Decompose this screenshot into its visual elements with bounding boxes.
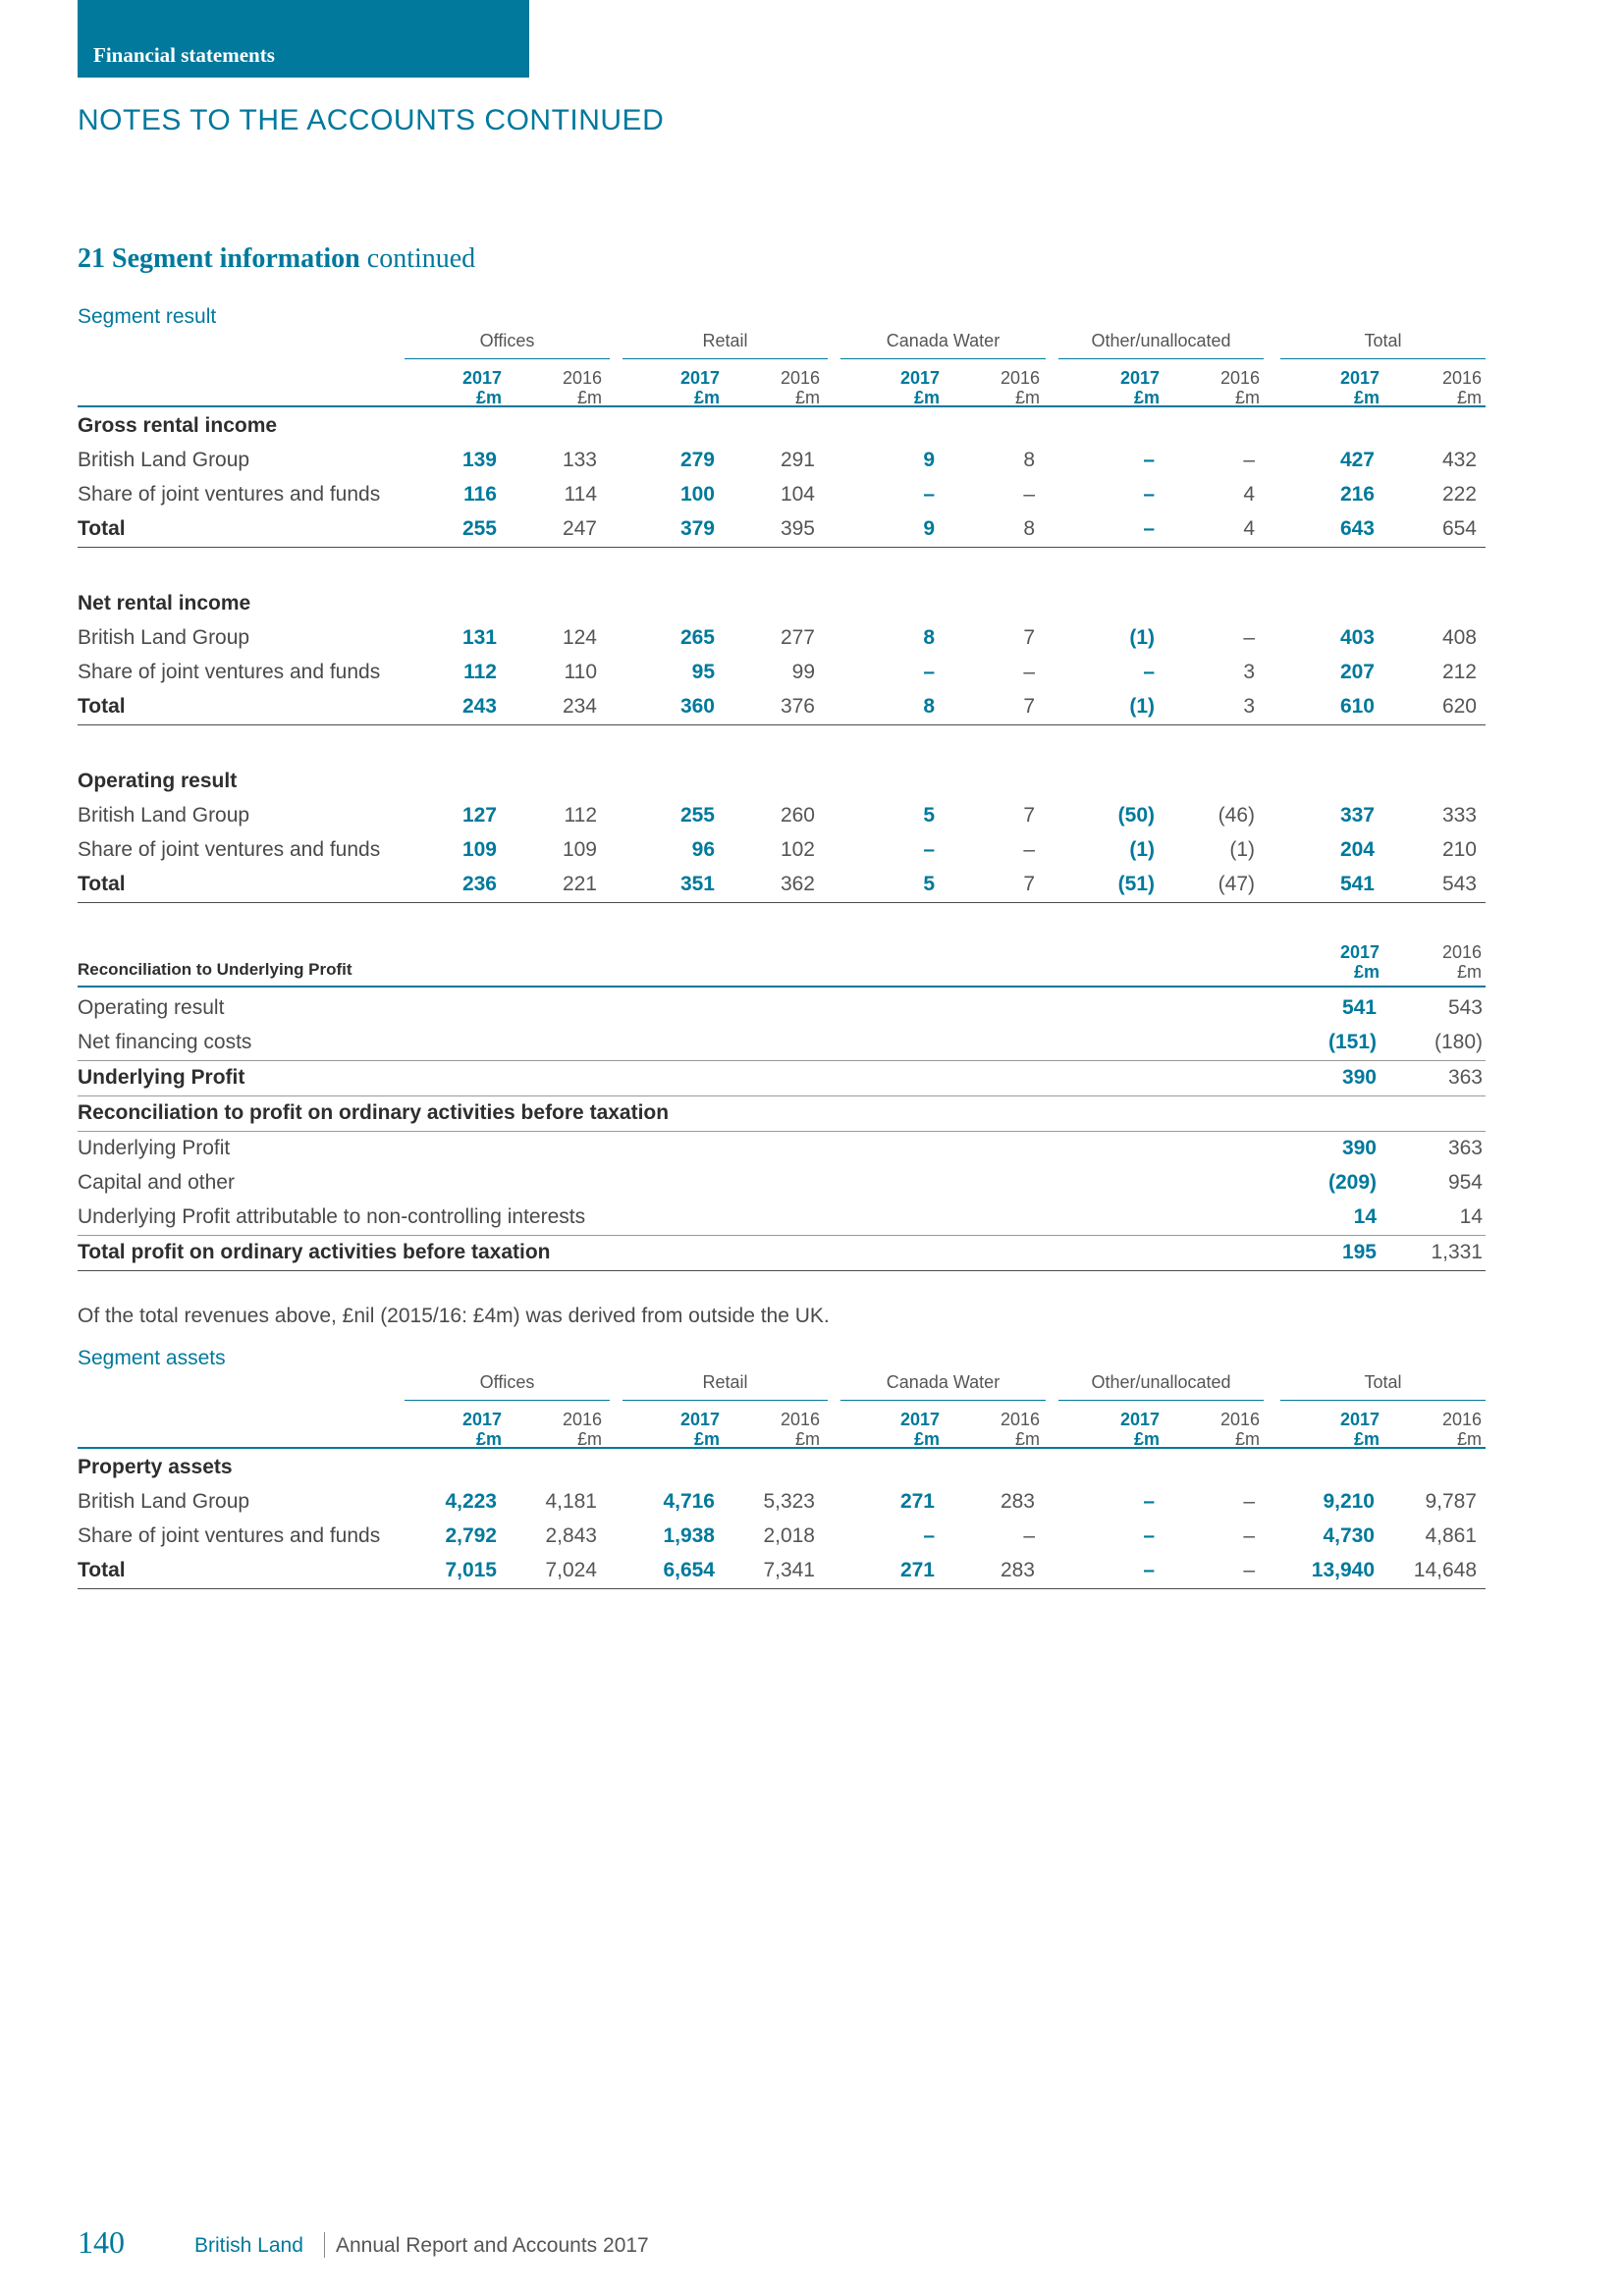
table-cell: 7,015: [445, 1559, 497, 1581]
table-cell: 195: [1341, 1241, 1377, 1263]
table-cell: 96: [691, 838, 715, 861]
table-cell: –: [923, 838, 935, 861]
year-label: 2016: [1000, 368, 1040, 388]
year-label: 2017: [679, 1410, 720, 1429]
table-cell: 360: [679, 695, 715, 718]
table-cell: 139: [461, 449, 497, 471]
unit-label: £m: [1353, 962, 1380, 982]
segment-assets-table: [78, 1372, 1486, 1589]
table-cell: 207: [1339, 661, 1375, 683]
table-cell: 427: [1339, 449, 1375, 471]
table-cell: 243: [461, 695, 497, 718]
table-cell: 9,210: [1323, 1490, 1375, 1513]
table-cell: 620: [1441, 695, 1477, 718]
table-row: [78, 1520, 1486, 1554]
table-cell: (51): [1117, 873, 1155, 895]
row-label: Net financing costs: [78, 1031, 252, 1053]
table-cell: 109: [562, 838, 597, 861]
column-group-1: Retail: [623, 331, 828, 359]
column-group-0: Offices: [405, 331, 610, 359]
section-heading: Operating result: [78, 770, 238, 792]
table-cell: 114: [564, 483, 597, 506]
table-cell: –: [1023, 838, 1035, 861]
year-prior-header: [741, 368, 820, 407]
table-cell: 116: [463, 483, 497, 506]
table-cell: –: [1023, 661, 1035, 683]
column-group-3: Other/unallocated: [1058, 1372, 1264, 1401]
table-cell: 954: [1447, 1171, 1483, 1194]
year-current-header: [1301, 942, 1380, 982]
reconciliation-row: [78, 1061, 1486, 1096]
year-current-header: [861, 1410, 940, 1449]
unit-label: £m: [1234, 1429, 1260, 1449]
table-cell: 351: [679, 873, 715, 895]
unit-label: £m: [1133, 1429, 1160, 1449]
table-cell: 4,181: [545, 1490, 597, 1513]
table-cell: 283: [1000, 1559, 1035, 1581]
table-cell: –: [1243, 626, 1255, 649]
table-cell: 234: [562, 695, 597, 718]
segment-result-title: Segment result: [78, 305, 217, 328]
table-cell: 2,018: [763, 1524, 815, 1547]
section-heading: Net rental income: [78, 592, 251, 614]
table-cell: (151): [1327, 1031, 1377, 1053]
table-cell: 124: [562, 626, 597, 649]
table-cell: 112: [463, 661, 497, 683]
table-cell: 4,861: [1425, 1524, 1477, 1547]
table-cell: 7: [1023, 626, 1035, 649]
table-cell: 9: [923, 517, 935, 540]
year-label: 2016: [1441, 368, 1482, 388]
year-label: 2017: [899, 368, 940, 388]
year-label: 2017: [1339, 368, 1380, 388]
total-row: [78, 512, 1486, 548]
unit-label: £m: [576, 388, 602, 407]
column-group-4: Total: [1280, 331, 1486, 359]
table-cell: –: [923, 483, 935, 506]
table-cell: 255: [461, 517, 497, 540]
table-cell: 395: [780, 517, 815, 540]
reconciliation-row: [78, 1026, 1486, 1061]
table-cell: 541: [1341, 996, 1377, 1019]
table-cell: –: [1143, 1490, 1155, 1513]
year-label: 2017: [679, 368, 720, 388]
table-cell: 102: [780, 838, 815, 861]
column-group-3: Other/unallocated: [1058, 331, 1264, 359]
year-current-header: [641, 368, 720, 407]
table-cell: 271: [899, 1559, 935, 1581]
table-cell: 2,843: [545, 1524, 597, 1547]
table-cell: 131: [461, 626, 497, 649]
row-label: Total: [78, 873, 126, 895]
year-label: 2016: [780, 368, 820, 388]
table-cell: 247: [562, 517, 597, 540]
footer-report-title: Annual Report and Accounts 2017: [336, 2234, 649, 2257]
table-cell: –: [1243, 449, 1255, 471]
note-number: 21: [78, 243, 105, 274]
table-cell: 408: [1441, 626, 1477, 649]
table-cell: –: [1243, 1490, 1255, 1513]
table-cell: (47): [1218, 873, 1255, 895]
section-heading: Gross rental income: [78, 414, 278, 437]
unit-label: £m: [693, 388, 720, 407]
table-row: [78, 833, 1486, 868]
table-cell: (209): [1327, 1171, 1377, 1194]
table-cell: 127: [461, 804, 497, 827]
footer-brand: British Land: [194, 2234, 303, 2257]
row-label: Total: [78, 695, 126, 718]
table-cell: 1,938: [663, 1524, 715, 1547]
table-cell: 100: [679, 483, 715, 506]
table-row: [78, 621, 1486, 656]
table-cell: –: [1143, 449, 1155, 471]
segment-result-table: [78, 331, 1486, 903]
year-header-row: [78, 360, 1486, 407]
reconciliation-row: [78, 1236, 1486, 1271]
year-prior-header: [961, 1410, 1040, 1449]
unit-label: £m: [794, 1429, 820, 1449]
table-cell: 376: [780, 695, 815, 718]
table-cell: –: [1243, 1559, 1255, 1581]
table-cell: 236: [461, 873, 497, 895]
table-cell: (1): [1229, 838, 1255, 861]
unit-label: £m: [1014, 388, 1040, 407]
table-cell: 363: [1447, 1066, 1483, 1089]
column-group-0: Offices: [405, 1372, 610, 1401]
table-cell: –: [1143, 1524, 1155, 1547]
reconciliation-row: [78, 1166, 1486, 1201]
year-label: 2017: [1339, 942, 1380, 962]
section-spacer: [78, 548, 1486, 587]
table-cell: 610: [1339, 695, 1375, 718]
unit-label: £m: [1456, 388, 1482, 407]
table-cell: 3: [1243, 661, 1255, 683]
year-current-header: [423, 1410, 502, 1449]
segment-assets-title: Segment assets: [78, 1347, 226, 1369]
row-label: Underlying Profit: [78, 1137, 231, 1159]
table-cell: 7,341: [763, 1559, 815, 1581]
unit-label: £m: [1456, 962, 1482, 982]
section-heading-row: [78, 1451, 1486, 1485]
table-row: [78, 799, 1486, 833]
table-cell: 4,716: [663, 1490, 715, 1513]
year-label: 2016: [1000, 1410, 1040, 1429]
table-cell: 283: [1000, 1490, 1035, 1513]
year-prior-header: [1181, 1410, 1260, 1449]
section-heading-row: [78, 409, 1486, 444]
row-label: Share of joint ventures and funds: [78, 838, 381, 861]
unit-label: £m: [1456, 1429, 1482, 1449]
column-group-2: Canada Water: [840, 331, 1046, 359]
column-group-1: Retail: [623, 1372, 828, 1401]
year-prior-header: [961, 368, 1040, 407]
unit-label: £m: [475, 388, 502, 407]
year-current-header: [423, 368, 502, 407]
table-cell: –: [1243, 1524, 1255, 1547]
table-cell: 14,648: [1413, 1559, 1477, 1581]
unit-label: £m: [1234, 388, 1260, 407]
table-row: [78, 478, 1486, 512]
table-cell: 5,323: [763, 1490, 815, 1513]
section-heading-row: [78, 765, 1486, 799]
table-cell: (50): [1117, 804, 1155, 827]
table-cell: 110: [564, 661, 597, 683]
table-cell: 3: [1243, 695, 1255, 718]
reconciliation-title: Reconciliation to Underlying Profit: [78, 960, 352, 979]
reconciliation-header-row: [78, 927, 1486, 988]
table-cell: 216: [1339, 483, 1375, 506]
table-cell: 643: [1339, 517, 1375, 540]
year-label: 2016: [1219, 368, 1260, 388]
year-prior-header: [1403, 1410, 1482, 1449]
year-prior-header: [741, 1410, 820, 1449]
year-label: 2017: [899, 1410, 940, 1429]
year-current-header: [1301, 368, 1380, 407]
year-current-header: [1081, 368, 1160, 407]
table-cell: 95: [691, 661, 715, 683]
row-label: Share of joint ventures and funds: [78, 661, 381, 683]
table-cell: 432: [1441, 449, 1477, 471]
unit-label: £m: [1353, 1429, 1380, 1449]
footer-divider: [324, 2232, 325, 2258]
year-label: 2017: [461, 368, 502, 388]
table-cell: 221: [562, 873, 597, 895]
table-cell: –: [1143, 661, 1155, 683]
reconciliation-row: [78, 1096, 1486, 1132]
reconciliation-row: [78, 991, 1486, 1026]
table-cell: 5: [923, 873, 935, 895]
table-cell: 8: [923, 626, 935, 649]
table-cell: 541: [1339, 873, 1375, 895]
row-label: Capital and other: [78, 1171, 235, 1194]
row-label: Underlying Profit: [78, 1066, 245, 1089]
year-prior-header: [523, 368, 602, 407]
table-cell: 210: [1441, 838, 1477, 861]
reconciliation-row: [78, 1201, 1486, 1236]
year-label: 2017: [461, 1410, 502, 1429]
section-tab: [78, 0, 529, 78]
table-cell: 7,024: [545, 1559, 597, 1581]
table-cell: –: [1143, 483, 1155, 506]
table-cell: –: [1143, 517, 1155, 540]
table-cell: 333: [1441, 804, 1477, 827]
table-cell: (1): [1129, 838, 1155, 861]
row-label: British Land Group: [78, 1490, 250, 1513]
year-label: 2016: [562, 368, 602, 388]
unit-label: £m: [576, 1429, 602, 1449]
page-number: 140: [78, 2224, 125, 2260]
table-cell: 9,787: [1425, 1490, 1477, 1513]
row-label: British Land Group: [78, 804, 250, 827]
year-current-header: [861, 368, 940, 407]
section-tab-label: Financial statements: [93, 43, 275, 67]
row-label: British Land Group: [78, 626, 250, 649]
table-cell: 13,940: [1311, 1559, 1375, 1581]
reconciliation-table: [78, 927, 1486, 1271]
table-cell: (1): [1129, 626, 1155, 649]
column-group-2: Canada Water: [840, 1372, 1046, 1401]
section-spacer: [78, 725, 1486, 765]
year-label: 2016: [562, 1410, 602, 1429]
unit-label: £m: [693, 1429, 720, 1449]
note-title-suffix: continued: [366, 243, 476, 274]
table-cell: 7: [1023, 873, 1035, 895]
row-label: Reconciliation to profit on ordinary activities before taxation: [78, 1101, 670, 1124]
table-cell: 1,331: [1431, 1241, 1483, 1263]
table-cell: 390: [1341, 1066, 1377, 1089]
unit-label: £m: [794, 388, 820, 407]
year-prior-header: [1403, 942, 1482, 982]
row-label: Total: [78, 517, 126, 540]
year-prior-header: [1403, 368, 1482, 407]
table-cell: 277: [780, 626, 815, 649]
row-label: British Land Group: [78, 449, 250, 471]
table-cell: 99: [791, 661, 815, 683]
table-cell: 4,730: [1323, 1524, 1375, 1547]
table-cell: 4,223: [445, 1490, 497, 1513]
table-cell: 363: [1447, 1137, 1483, 1159]
table-cell: 14: [1459, 1205, 1483, 1228]
table-row: [78, 1485, 1486, 1520]
table-cell: 8: [923, 695, 935, 718]
table-cell: 337: [1339, 804, 1375, 827]
table-cell: 5: [923, 804, 935, 827]
reconciliation-row: [78, 1132, 1486, 1166]
page-heading: NOTES TO THE ACCOUNTS CONTINUED: [78, 104, 665, 136]
table-cell: 4: [1243, 517, 1255, 540]
section-heading: Property assets: [78, 1456, 233, 1478]
column-group-4: Total: [1280, 1372, 1486, 1401]
unit-label: £m: [1133, 388, 1160, 407]
year-label: 2016: [1441, 942, 1482, 962]
table-cell: 379: [679, 517, 715, 540]
table-cell: 2,792: [445, 1524, 497, 1547]
table-cell: 204: [1339, 838, 1375, 861]
table-cell: 291: [780, 449, 815, 471]
table-cell: –: [1143, 1559, 1155, 1581]
unit-label: £m: [1353, 388, 1380, 407]
table-cell: (180): [1434, 1031, 1483, 1053]
table-cell: 8: [1023, 517, 1035, 540]
unit-label: £m: [1014, 1429, 1040, 1449]
table-cell: 212: [1441, 661, 1477, 683]
table-row: [78, 444, 1486, 478]
column-group-row: [78, 331, 1486, 360]
column-group-row: [78, 1372, 1486, 1402]
year-prior-header: [523, 1410, 602, 1449]
table-cell: 279: [679, 449, 715, 471]
table-cell: 4: [1243, 483, 1255, 506]
table-cell: 390: [1341, 1137, 1377, 1159]
year-label: 2016: [780, 1410, 820, 1429]
year-prior-header: [1181, 368, 1260, 407]
table-cell: 6,654: [663, 1559, 715, 1581]
table-cell: 104: [780, 483, 815, 506]
table-cell: (1): [1129, 695, 1155, 718]
year-label: 2017: [1339, 1410, 1380, 1429]
row-label: Total: [78, 1559, 126, 1581]
table-cell: 260: [780, 804, 815, 827]
year-header-row: [78, 1402, 1486, 1449]
table-cell: 133: [562, 449, 597, 471]
table-cell: 654: [1441, 517, 1477, 540]
table-cell: 7: [1023, 695, 1035, 718]
year-label: 2017: [1119, 368, 1160, 388]
table-cell: 543: [1447, 996, 1483, 1019]
note-title-text: Segment information: [112, 243, 360, 274]
year-current-header: [1081, 1410, 1160, 1449]
table-cell: (46): [1218, 804, 1255, 827]
table-cell: 362: [780, 873, 815, 895]
unit-label: £m: [913, 388, 940, 407]
table-cell: 109: [461, 838, 497, 861]
note-title: [78, 243, 475, 275]
year-label: 2016: [1441, 1410, 1482, 1429]
table-cell: 265: [679, 626, 715, 649]
table-cell: 255: [679, 804, 715, 827]
total-row: [78, 868, 1486, 903]
row-label: Share of joint ventures and funds: [78, 1524, 381, 1547]
table-cell: 543: [1441, 873, 1477, 895]
table-cell: 271: [899, 1490, 935, 1513]
table-cell: –: [1023, 1524, 1035, 1547]
table-cell: 9: [923, 449, 935, 471]
row-label: Total profit on ordinary activities before taxation: [78, 1241, 551, 1263]
table-cell: –: [923, 661, 935, 683]
year-current-header: [641, 1410, 720, 1449]
table-cell: 403: [1339, 626, 1375, 649]
table-cell: –: [923, 1524, 935, 1547]
row-label: Underlying Profit attributable to non-controlling interests: [78, 1205, 586, 1228]
section-heading-row: [78, 587, 1486, 621]
total-row: [78, 1554, 1486, 1589]
total-row: [78, 690, 1486, 725]
year-label: 2017: [1119, 1410, 1160, 1429]
year-label: 2016: [1219, 1410, 1260, 1429]
table-cell: 112: [564, 804, 597, 827]
revenue-note: Of the total revenues above, £nil (2015/16: £4m) was derived from outside the UK.: [78, 1305, 830, 1327]
table-cell: 222: [1441, 483, 1477, 506]
table-cell: –: [1023, 483, 1035, 506]
table-cell: 8: [1023, 449, 1035, 471]
row-label: Share of joint ventures and funds: [78, 483, 381, 506]
unit-label: £m: [475, 1429, 502, 1449]
table-cell: 7: [1023, 804, 1035, 827]
unit-label: £m: [913, 1429, 940, 1449]
table-row: [78, 656, 1486, 690]
table-cell: 14: [1353, 1205, 1377, 1228]
year-current-header: [1301, 1410, 1380, 1449]
row-label: Operating result: [78, 996, 225, 1019]
